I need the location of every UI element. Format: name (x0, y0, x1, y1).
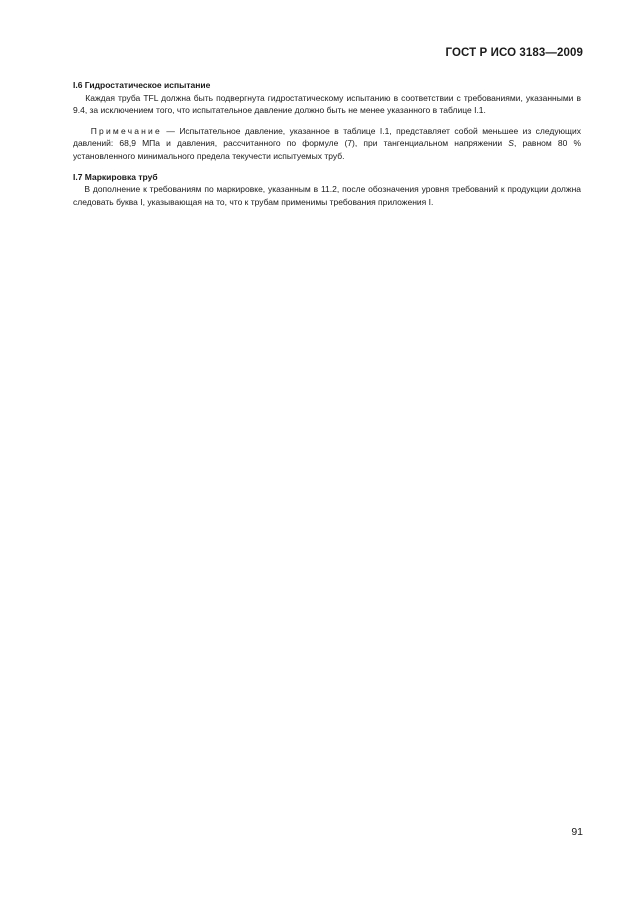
page-number: 91 (571, 826, 583, 838)
section-i6 (73, 79, 581, 163)
note-text-b: , равном 80 % установленного минимального предела текучести испытуемых труб. (73, 138, 582, 161)
section-i6-paragraph (73, 92, 581, 117)
page-header-standard: ГОСТ Р ИСО 3183—2009 (445, 47, 583, 59)
section-i6-paragraph-text: Каждая труба TFL должна быть подвергнута гидростатическому испытанию в соответствии с требованиями, указанными в 9.4, за исключением того, что испытательное давление должно быть не менее указанного в таблице I.1. (73, 92, 581, 116)
section-title-i6: I.6 Гидростатическое испытание (73, 80, 211, 90)
note-label: Примечание (90, 125, 162, 136)
section-title-i7: I.7 Маркировка труб (73, 171, 158, 182)
note-symbol: S (508, 138, 514, 149)
section-i7 (73, 171, 581, 209)
section-i7-paragraph (73, 183, 581, 208)
page-content (73, 79, 581, 208)
section-i7-paragraph-text: В дополнение к требованиям по маркировке, указанным в 11.2, после обозначения уровня требований к продукции должна следовать буква I, указывающая на то, что к трубам применимы требования приложения I. (73, 184, 581, 207)
note-paragraph (73, 125, 581, 163)
note-text-a: Испытательное давление, указанное в таблице I.1, представляет собой меньшее из следующих давлений: 68,9 МПа и давления, рассчитанного по формуле (7), при тангенциальном напряжении (73, 125, 582, 149)
note-separator: — (161, 125, 180, 136)
